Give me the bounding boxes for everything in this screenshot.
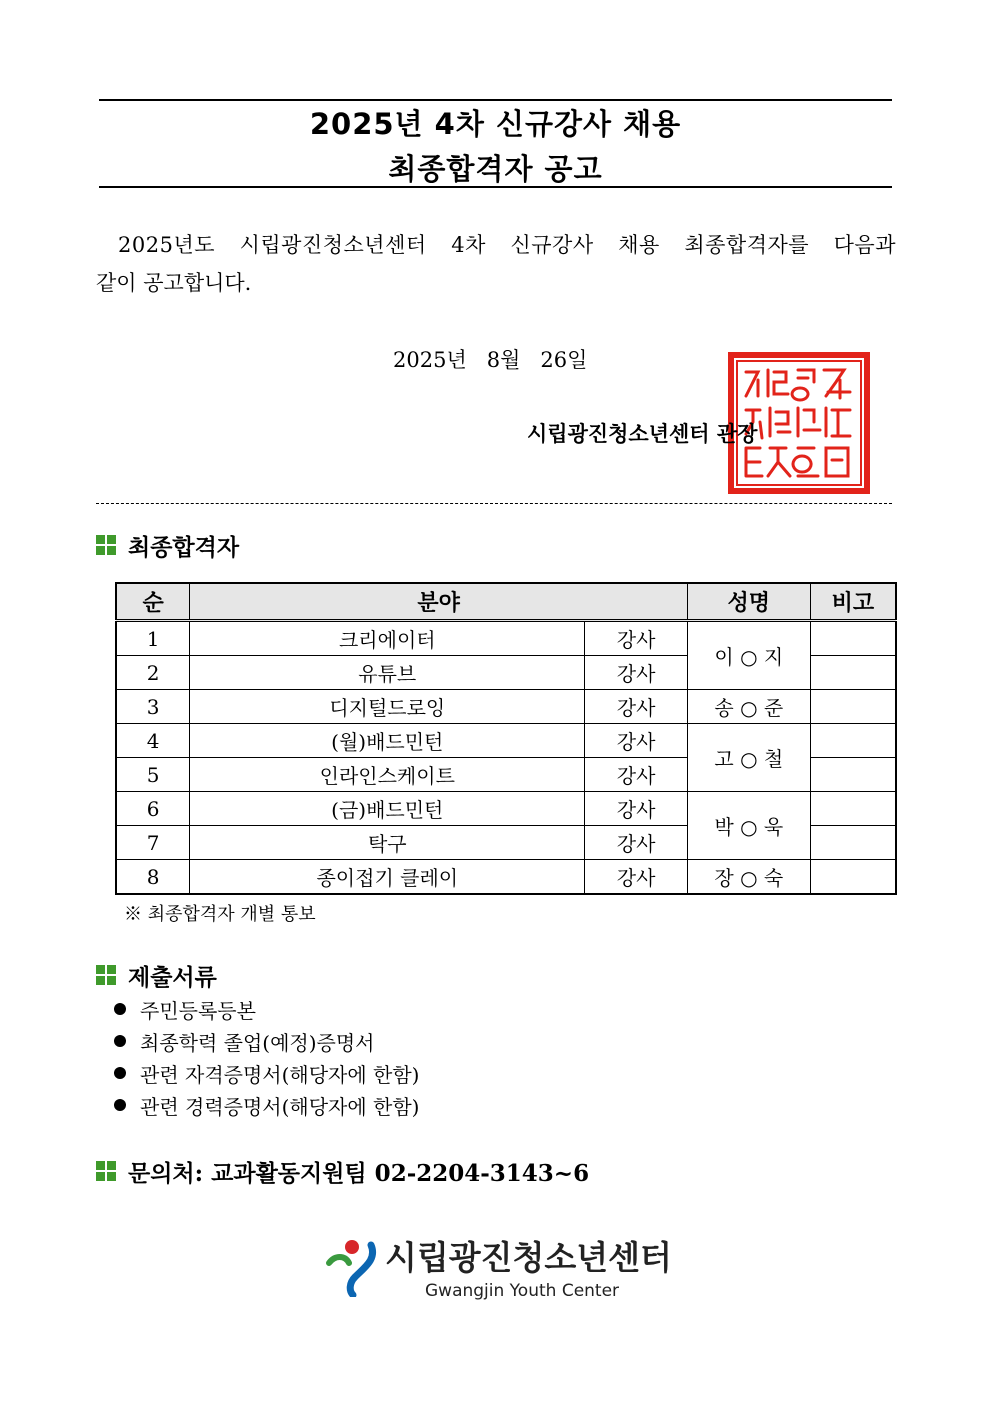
list-item [114, 995, 256, 1023]
cell-no: 1 [116, 621, 190, 656]
doc-item-label: 관련 경력증명서(해당자에 한함) [140, 1094, 420, 1119]
center-logo [325, 1232, 672, 1301]
cell-note [810, 758, 896, 792]
table-row [116, 724, 896, 758]
announcement-date [393, 344, 587, 374]
cell-note [810, 690, 896, 724]
youth-center-logo-icon [325, 1237, 377, 1297]
list-item [114, 1059, 419, 1087]
bullet-icon [114, 1099, 126, 1111]
cell-note [810, 724, 896, 758]
cell-name: 고 ○ 철 [687, 724, 810, 792]
doc-item-label: 관련 자격증명서(해당자에 한함) [140, 1062, 420, 1087]
intro-line-1: 2025년도 시립광진청소년센터 4차 신규강사 채용 최종합격자를 다음과 [118, 233, 896, 257]
cell-note [810, 621, 896, 656]
cell-field: 디지털드로잉 [190, 690, 585, 724]
date-year: 2025년 [393, 348, 467, 372]
list-item [114, 1027, 374, 1055]
title-line-1: 2025년 4차 신규강사 채용 [309, 107, 682, 141]
cell-field: 크리에이터 [190, 621, 585, 656]
cell-name: 이 ○ 지 [687, 621, 810, 690]
section-results-title: 최종합격자 [128, 533, 240, 561]
section-results-heading [96, 530, 239, 560]
header-note: 비고 [810, 583, 896, 621]
results-footnote: ※ 최종합격자 개별 통보 [124, 904, 316, 925]
table-row [116, 621, 896, 656]
cell-name: 장 ○ 숙 [687, 860, 810, 895]
cell-no: 6 [116, 792, 190, 826]
divider-dashed [96, 503, 892, 504]
cell-role: 강사 [585, 860, 688, 895]
date-day: 26일 [540, 348, 588, 372]
logo-name-english: Gwangjin Youth Center [425, 1281, 620, 1301]
table-row [116, 690, 896, 724]
header-name: 성명 [687, 583, 810, 621]
cell-no: 4 [116, 724, 190, 758]
cell-role: 강사 [585, 656, 688, 690]
cell-role: 강사 [585, 621, 688, 656]
section-contact-title: 문의처: 교과활동지원팀 02-2204-3143~6 [128, 1159, 590, 1187]
table-header-row [116, 583, 896, 621]
table-row [116, 792, 896, 826]
cell-no: 5 [116, 758, 190, 792]
bullet-icon [114, 1003, 126, 1015]
cell-note [810, 860, 896, 895]
cell-field: 탁구 [190, 826, 585, 860]
date-month: 8월 [486, 348, 521, 372]
cell-note [810, 792, 896, 826]
doc-item-label: 최종학력 졸업(예정)증명서 [140, 1030, 375, 1055]
logo-name-korean: 시립광진청소년센터 [385, 1238, 672, 1277]
cell-field: (월)배드민턴 [190, 724, 585, 758]
list-item [114, 1091, 419, 1119]
cell-role: 강사 [585, 826, 688, 860]
cell-name: 송 ○ 준 [687, 690, 810, 724]
section-square-icon [96, 535, 116, 555]
section-docs-heading [96, 960, 217, 990]
cell-note [810, 826, 896, 860]
doc-item-label: 주민등록등본 [140, 998, 256, 1023]
cell-field: 유튜브 [190, 656, 585, 690]
cell-note [810, 656, 896, 690]
section-square-icon [96, 965, 116, 985]
cell-role: 강사 [585, 690, 688, 724]
header-no: 순 [116, 583, 190, 621]
intro-paragraph [96, 226, 896, 302]
header-field: 분야 [190, 583, 688, 621]
cell-field: 인라인스케이트 [190, 758, 585, 792]
cell-role: 강사 [585, 758, 688, 792]
cell-no: 8 [116, 860, 190, 895]
cell-field: 종이접기 클레이 [190, 860, 585, 895]
section-square-icon [96, 1161, 116, 1181]
section-contact-heading [96, 1156, 589, 1186]
cell-name: 박 ○ 욱 [687, 792, 810, 860]
cell-role: 강사 [585, 792, 688, 826]
bullet-icon [114, 1035, 126, 1047]
table-row [116, 860, 896, 895]
title-top-rule [99, 99, 892, 101]
title-line-2: 최종합격자 공고 [388, 152, 603, 186]
cell-field: (금)배드민턴 [190, 792, 585, 826]
signer-name: 시립광진청소년센터 관장 [527, 421, 758, 446]
cell-no: 3 [116, 690, 190, 724]
cell-role: 강사 [585, 724, 688, 758]
title-bottom-rule [99, 186, 892, 188]
intro-line-2: 같이 공고합니다. [96, 271, 252, 295]
results-table [115, 582, 897, 895]
cell-no: 2 [116, 656, 190, 690]
bullet-icon [114, 1067, 126, 1079]
cell-no: 7 [116, 826, 190, 860]
section-docs-title: 제출서류 [128, 963, 217, 991]
